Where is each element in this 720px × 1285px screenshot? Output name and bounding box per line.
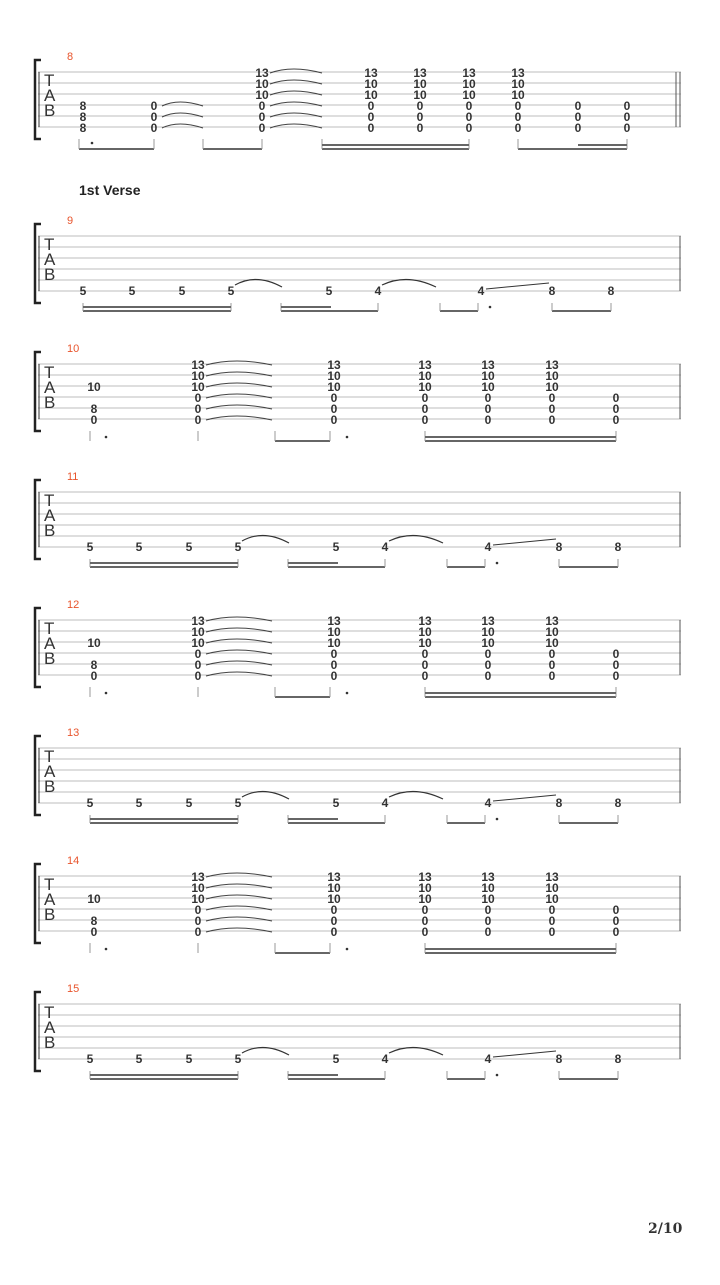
fret-number: 10 — [545, 380, 559, 394]
fret-number: 0 — [612, 903, 620, 917]
fret-number: 13 — [364, 66, 378, 80]
fret-number: 10 — [481, 625, 495, 639]
fret-number: 5 — [185, 796, 193, 810]
slide-line — [493, 1051, 556, 1057]
measure-number: 15 — [67, 983, 80, 995]
fret-number: 13 — [327, 870, 341, 884]
fret-number: 0 — [421, 669, 429, 683]
fret-number: 10 — [413, 77, 427, 91]
fret-number: 5 — [185, 540, 193, 554]
measure-number: 10 — [67, 343, 80, 355]
measure-number: 13 — [67, 727, 80, 739]
fret-number: 5 — [128, 284, 136, 298]
tab-system-13 — [35, 727, 681, 823]
section-label: 1st Verse — [79, 182, 141, 198]
fret-number: 13 — [191, 614, 205, 628]
fret-number: 0 — [421, 903, 429, 917]
fret-number: 0 — [612, 391, 620, 405]
slide-line — [486, 283, 549, 289]
fret-number: 0 — [194, 413, 202, 427]
fret-number: 10 — [364, 88, 378, 102]
fret-number: 10 — [418, 625, 432, 639]
tie-arc — [389, 1047, 443, 1055]
fret-number: 10 — [255, 88, 269, 102]
fret-number: 5 — [135, 796, 143, 810]
fret-number: 10 — [327, 625, 341, 639]
tab-letter: A — [44, 1018, 56, 1037]
fret-number: 5 — [325, 284, 333, 298]
fret-number: 4 — [381, 540, 389, 554]
dot — [489, 306, 492, 309]
fret-number: 5 — [86, 796, 94, 810]
fret-number: 0 — [574, 110, 582, 124]
tab-system-11 — [35, 471, 681, 567]
fret-number: 0 — [548, 402, 556, 416]
fret-number: 0 — [465, 99, 473, 113]
fret-number: 0 — [90, 925, 98, 939]
fret-number: 5 — [332, 796, 340, 810]
fret-number: 0 — [194, 669, 202, 683]
tie-arc — [389, 791, 443, 799]
fret-number: 0 — [421, 647, 429, 661]
dot — [496, 562, 499, 565]
tab-letter: A — [44, 250, 56, 269]
fret-number: 5 — [135, 1052, 143, 1066]
fret-number: 8 — [90, 914, 98, 928]
fret-number: 13 — [481, 358, 495, 372]
fret-number: 0 — [514, 110, 522, 124]
fret-number: 4 — [484, 540, 492, 554]
fret-number: 13 — [418, 358, 432, 372]
fret-number: 8 — [607, 284, 615, 298]
fret-number: 5 — [234, 796, 242, 810]
fret-number: 0 — [194, 914, 202, 928]
dot — [105, 692, 108, 695]
fret-number: 10 — [327, 892, 341, 906]
fret-number: 0 — [330, 402, 338, 416]
fret-number: 13 — [327, 358, 341, 372]
fret-number: 8 — [614, 540, 622, 554]
fret-number: 8 — [555, 796, 563, 810]
fret-number: 13 — [481, 614, 495, 628]
fret-number: 0 — [416, 99, 424, 113]
tab-letter: A — [44, 86, 56, 105]
fret-number: 0 — [194, 402, 202, 416]
fret-number: 0 — [421, 413, 429, 427]
tie-arc — [242, 791, 289, 799]
fret-number: 4 — [484, 1052, 492, 1066]
fret-number: 5 — [86, 1052, 94, 1066]
fret-number: 8 — [614, 796, 622, 810]
fret-number: 0 — [258, 99, 266, 113]
fret-number: 0 — [623, 121, 631, 135]
fret-number: 5 — [135, 540, 143, 554]
tab-letter: T — [44, 1003, 55, 1022]
tie-arc — [242, 535, 289, 543]
fret-number: 0 — [421, 925, 429, 939]
fret-number: 8 — [555, 1052, 563, 1066]
fret-number: 10 — [481, 636, 495, 650]
fret-number: 0 — [548, 669, 556, 683]
fret-number: 5 — [234, 540, 242, 554]
fret-number: 13 — [191, 870, 205, 884]
fret-number: 13 — [255, 66, 269, 80]
tab-letter: A — [44, 378, 56, 397]
fret-number: 10 — [481, 892, 495, 906]
tab-system-14 — [35, 855, 681, 953]
fret-number: 5 — [332, 1052, 340, 1066]
fret-number: 10 — [418, 636, 432, 650]
fret-number: 0 — [484, 413, 492, 427]
fret-number: 0 — [330, 914, 338, 928]
tab-system-9 — [35, 215, 681, 311]
tab-letter: T — [44, 619, 55, 638]
fret-number: 4 — [477, 284, 485, 298]
tab-letter: B — [44, 1033, 56, 1052]
fret-number: 13 — [545, 358, 559, 372]
fret-number: 0 — [623, 110, 631, 124]
measure-number: 11 — [67, 471, 79, 483]
fret-number: 0 — [548, 658, 556, 672]
fret-number: 0 — [421, 914, 429, 928]
fret-number: 0 — [330, 669, 338, 683]
tab-letter: A — [44, 762, 56, 781]
fret-number: 4 — [381, 796, 389, 810]
fret-number: 10 — [481, 369, 495, 383]
dot — [91, 142, 94, 145]
fret-number: 0 — [612, 914, 620, 928]
tab-system-12 — [35, 599, 681, 697]
tab-system-8 — [35, 51, 681, 149]
tab-letter: B — [44, 777, 56, 796]
fret-number: 0 — [514, 99, 522, 113]
fret-number: 10 — [418, 892, 432, 906]
fret-number: 0 — [150, 99, 158, 113]
fret-number: 8 — [548, 284, 556, 298]
fret-number: 0 — [421, 402, 429, 416]
fret-number: 10 — [545, 625, 559, 639]
fret-number: 0 — [330, 413, 338, 427]
measure-number: 12 — [67, 599, 80, 611]
fret-number: 4 — [381, 1052, 389, 1066]
dot — [346, 948, 349, 951]
fret-number: 13 — [511, 66, 525, 80]
tab-letter: B — [44, 101, 56, 120]
fret-number: 0 — [484, 669, 492, 683]
page-number: 2/10 — [648, 1221, 683, 1237]
fret-number: 0 — [421, 391, 429, 405]
fret-number: 0 — [465, 121, 473, 135]
fret-number: 13 — [327, 614, 341, 628]
fret-number: 10 — [191, 636, 205, 650]
fret-number: 0 — [612, 413, 620, 427]
fret-number: 0 — [421, 658, 429, 672]
fret-number: 0 — [416, 121, 424, 135]
fret-number: 0 — [623, 99, 631, 113]
tab-system-15 — [35, 983, 681, 1079]
fret-number: 0 — [484, 647, 492, 661]
fret-number: 10 — [545, 636, 559, 650]
fret-number: 10 — [327, 369, 341, 383]
fret-number: 0 — [330, 391, 338, 405]
fret-number: 10 — [545, 892, 559, 906]
tab-letter: T — [44, 363, 55, 382]
fret-number: 10 — [191, 380, 205, 394]
fret-number: 10 — [481, 881, 495, 895]
fret-number: 0 — [367, 110, 375, 124]
fret-number: 8 — [90, 402, 98, 416]
tie-arc — [235, 279, 282, 287]
dot — [346, 436, 349, 439]
tie-arc — [242, 1047, 289, 1055]
fret-number: 0 — [612, 658, 620, 672]
tab-system-10 — [35, 343, 681, 441]
measure-number: 9 — [67, 215, 74, 227]
tab-letter: B — [44, 905, 56, 924]
fret-number: 5 — [332, 540, 340, 554]
fret-number: 10 — [481, 380, 495, 394]
fret-number: 0 — [330, 925, 338, 939]
dot — [496, 1074, 499, 1077]
fret-number: 0 — [194, 647, 202, 661]
fret-number: 13 — [413, 66, 427, 80]
dot — [105, 436, 108, 439]
fret-number: 10 — [364, 77, 378, 91]
fret-number: 10 — [327, 380, 341, 394]
slide-line — [493, 795, 556, 801]
tie-arc — [382, 279, 436, 287]
fret-number: 0 — [612, 925, 620, 939]
fret-number: 0 — [330, 658, 338, 672]
fret-number: 0 — [367, 99, 375, 113]
tab-letter: B — [44, 265, 56, 284]
fret-number: 10 — [191, 881, 205, 895]
fret-number: 5 — [227, 284, 235, 298]
fret-number: 4 — [374, 284, 382, 298]
fret-number: 0 — [574, 121, 582, 135]
measure-number: 8 — [67, 51, 74, 63]
fret-number: 0 — [612, 402, 620, 416]
fret-number: 0 — [574, 99, 582, 113]
fret-number: 10 — [191, 625, 205, 639]
fret-number: 0 — [194, 391, 202, 405]
fret-number: 0 — [330, 647, 338, 661]
fret-number: 5 — [86, 540, 94, 554]
fret-number: 13 — [545, 870, 559, 884]
fret-number: 10 — [545, 369, 559, 383]
fret-number: 10 — [511, 88, 525, 102]
tab-letter: A — [44, 890, 56, 909]
fret-number: 8 — [79, 121, 87, 135]
fret-number: 0 — [484, 925, 492, 939]
fret-number: 10 — [191, 892, 205, 906]
fret-number: 8 — [90, 658, 98, 672]
tab-letter: T — [44, 875, 55, 894]
fret-number: 5 — [185, 1052, 193, 1066]
tab-letter: T — [44, 747, 55, 766]
fret-number: 0 — [548, 925, 556, 939]
fret-number: 10 — [87, 380, 101, 394]
fret-number: 10 — [87, 892, 101, 906]
fret-number: 5 — [79, 284, 87, 298]
fret-number: 0 — [194, 658, 202, 672]
fret-number: 0 — [548, 914, 556, 928]
fret-number: 10 — [413, 88, 427, 102]
fret-number: 10 — [462, 77, 476, 91]
tie-arc — [389, 535, 443, 543]
slide-line — [493, 539, 556, 545]
fret-number: 13 — [191, 358, 205, 372]
tab-letter: B — [44, 393, 56, 412]
tab-letter: A — [44, 506, 56, 525]
fret-number: 0 — [612, 647, 620, 661]
fret-number: 0 — [612, 669, 620, 683]
fret-number: 0 — [90, 669, 98, 683]
fret-number: 0 — [548, 413, 556, 427]
fret-number: 5 — [234, 1052, 242, 1066]
fret-number: 0 — [150, 110, 158, 124]
fret-number: 0 — [150, 121, 158, 135]
tab-letter: A — [44, 634, 56, 653]
fret-number: 8 — [79, 99, 87, 113]
fret-number: 8 — [614, 1052, 622, 1066]
fret-number: 0 — [258, 121, 266, 135]
fret-number: 13 — [418, 614, 432, 628]
fret-number: 0 — [548, 391, 556, 405]
fret-number: 0 — [484, 903, 492, 917]
fret-number: 10 — [255, 77, 269, 91]
tab-letter: B — [44, 521, 56, 540]
fret-number: 0 — [514, 121, 522, 135]
fret-number: 5 — [178, 284, 186, 298]
fret-number: 10 — [545, 881, 559, 895]
fret-number: 0 — [416, 110, 424, 124]
dot — [346, 692, 349, 695]
fret-number: 4 — [484, 796, 492, 810]
fret-number: 13 — [545, 614, 559, 628]
fret-number: 0 — [194, 925, 202, 939]
fret-number: 0 — [194, 903, 202, 917]
fret-number: 0 — [548, 647, 556, 661]
tab-letter: T — [44, 235, 55, 254]
fret-number: 13 — [418, 870, 432, 884]
fret-number: 10 — [418, 881, 432, 895]
fret-number: 8 — [555, 540, 563, 554]
fret-number: 10 — [87, 636, 101, 650]
fret-number: 10 — [418, 380, 432, 394]
fret-number: 0 — [367, 121, 375, 135]
dot — [496, 818, 499, 821]
measure-number: 14 — [67, 855, 80, 867]
fret-number: 0 — [484, 391, 492, 405]
fret-number: 10 — [191, 369, 205, 383]
dot — [105, 948, 108, 951]
tab-letter: T — [44, 491, 55, 510]
fret-number: 0 — [484, 914, 492, 928]
fret-number: 13 — [462, 66, 476, 80]
fret-number: 10 — [327, 881, 341, 895]
fret-number: 0 — [90, 413, 98, 427]
fret-number: 0 — [484, 658, 492, 672]
fret-number: 10 — [511, 77, 525, 91]
fret-number: 0 — [330, 903, 338, 917]
fret-number: 0 — [465, 110, 473, 124]
fret-number: 0 — [548, 903, 556, 917]
fret-number: 13 — [481, 870, 495, 884]
tab-letter: B — [44, 649, 56, 668]
fret-number: 0 — [484, 402, 492, 416]
tab-letter: T — [44, 71, 55, 90]
fret-number: 10 — [418, 369, 432, 383]
fret-number: 10 — [462, 88, 476, 102]
fret-number: 10 — [327, 636, 341, 650]
fret-number: 0 — [258, 110, 266, 124]
fret-number: 8 — [79, 110, 87, 124]
